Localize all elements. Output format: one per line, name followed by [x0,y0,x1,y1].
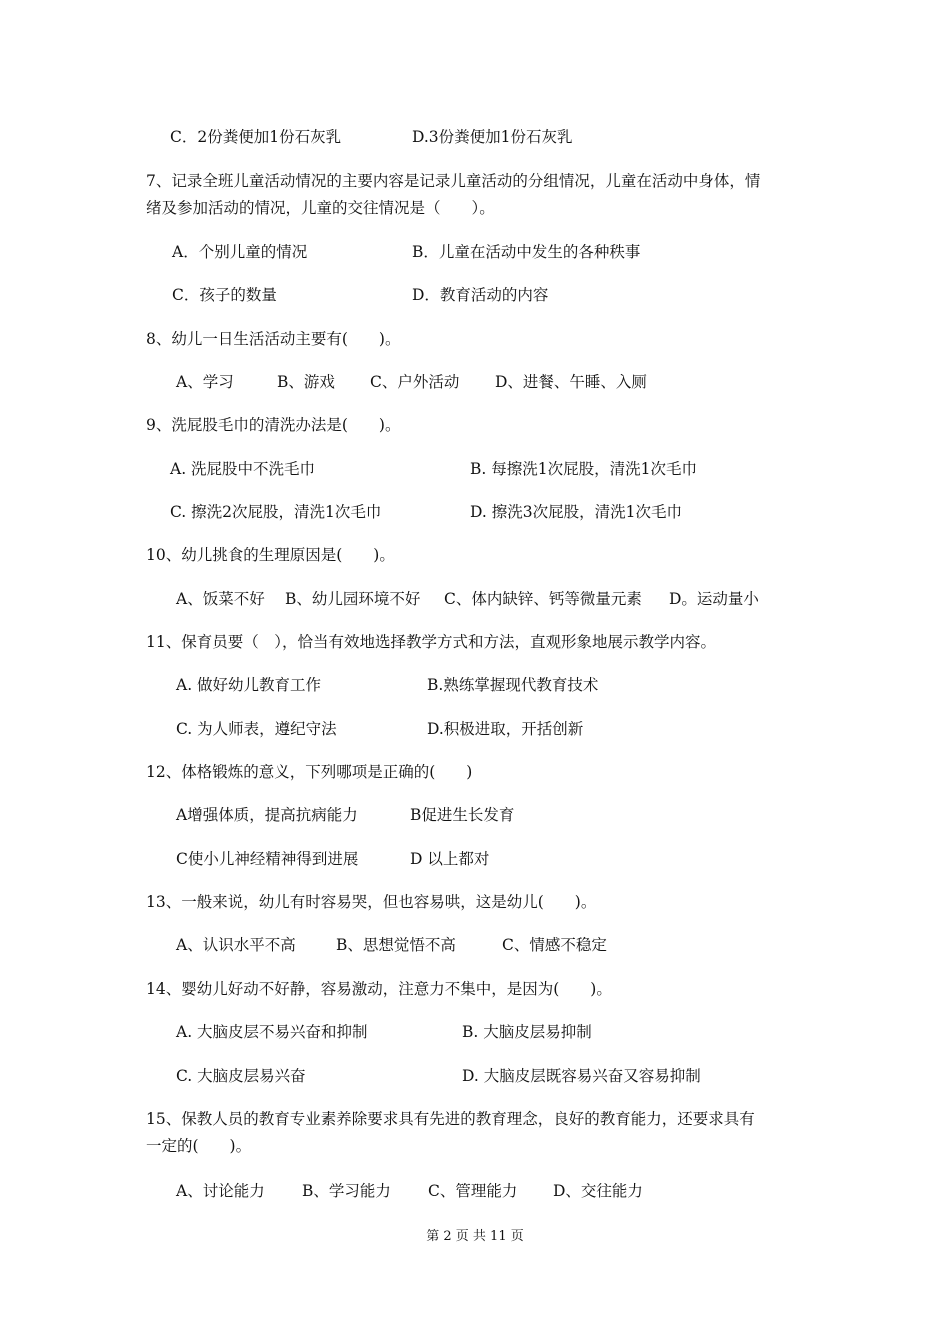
q13-stem: 13、一般来说，幼儿有时容易哭，但也容易哄，这是幼儿( )。 [146,893,597,911]
q12-option-a: A增强体质，提高抗病能力 [176,806,358,824]
q9-option-a: A. 洗屁股中不洗毛巾 [170,460,316,478]
q6-option-d: D.3份粪便加1份石灰乳 [412,128,573,146]
q11-option-a: A. 做好幼儿教育工作 [176,676,322,694]
q13-option-a: A、认识水平不高 [176,936,296,954]
q15-stem-line-2: 一定的( )。 [146,1137,252,1155]
page-footer: 第 2 页 共 11 页 [426,1229,524,1244]
q11-stem: 11、保育员要（ ），恰当有效地选择教学方式和方法，直观形象地展示教学内容。 [146,633,716,651]
q7-option-c: C．孩子的数量 [172,286,277,304]
q15-option-c: C、管理能力 [428,1182,518,1200]
q12-option-c: C使小儿神经精神得到进展 [176,850,359,868]
q9-option-c: C. 擦洗2次屁股，清洗1次毛巾 [170,503,382,521]
q7-stem-line-2: 绪及参加活动的情况，儿童的交往情况是（ ）。 [146,199,495,217]
q12-option-d: D 以上都对 [410,850,490,868]
q6-option-c: C．2份粪便加1份石灰乳 [170,128,342,146]
q14-stem: 14、婴幼儿好动不好静，容易激动，注意力不集中，是因为( )。 [146,980,612,998]
q13-option-b: B、思想觉悟不高 [336,936,456,954]
q15-option-a: A、讨论能力 [176,1182,265,1200]
q11-option-d: D.积极进取，开括创新 [427,720,584,738]
q9-option-b: B. 每擦洗1次屁股，清洗1次毛巾 [470,460,697,478]
q8-option-b: B、游戏 [277,373,335,391]
q7-option-a: A．个别儿童的情况 [172,243,308,261]
q12-stem: 12、体格锻炼的意义，下列哪项是正确的( ) [146,763,473,781]
q15-stem-line-1: 15、保教人员的教育专业素养除要求具有先进的教育理念，良好的教育能力，还要求具有 [146,1110,755,1128]
q7-stem-line-1: 7、记录全班儿童活动情况的主要内容是记录儿童活动的分组情况，儿童在活动中身体，情 [146,172,761,190]
q8-option-a: A、学习 [176,373,234,391]
q15-option-b: B、学习能力 [302,1182,391,1200]
q9-stem: 9、洗屁股毛巾的清洗办法是( )。 [146,416,401,434]
q11-option-c: C. 为人师表，遵纪守法 [176,720,337,738]
q10-option-b: B、幼儿园环境不好 [285,590,421,608]
q9-option-d: D. 擦洗3次屁股，清洗1次毛巾 [470,503,682,521]
q7-option-b: B．儿童在活动中发生的各种秩事 [412,243,641,261]
q8-option-c: C、户外活动 [370,373,460,391]
q8-stem: 8、幼儿一日生活活动主要有( )。 [146,330,401,348]
q10-option-d: D。运动量小 [669,590,759,608]
q11-option-b: B.熟练掌握现代教育技术 [427,676,599,694]
q10-option-c: C、体内缺锌、钙等微量元素 [444,590,642,608]
q14-option-b: B. 大脑皮层易抑制 [462,1023,592,1041]
q7-option-d: D．教育活动的内容 [412,286,549,304]
q14-option-d: D. 大脑皮层既容易兴奋又容易抑制 [462,1067,701,1085]
q10-option-a: A、饭菜不好 [176,590,265,608]
q12-option-b: B促进生长发育 [410,806,515,824]
q14-option-a: A. 大脑皮层不易兴奋和抑制 [176,1023,368,1041]
q15-option-d: D、交往能力 [553,1182,643,1200]
q8-option-d: D、进餐、午睡、入厕 [495,373,647,391]
q14-option-c: C. 大脑皮层易兴奋 [176,1067,306,1085]
q13-option-c: C、情感不稳定 [502,936,607,954]
q10-stem: 10、幼儿挑食的生理原因是( )。 [146,546,395,564]
